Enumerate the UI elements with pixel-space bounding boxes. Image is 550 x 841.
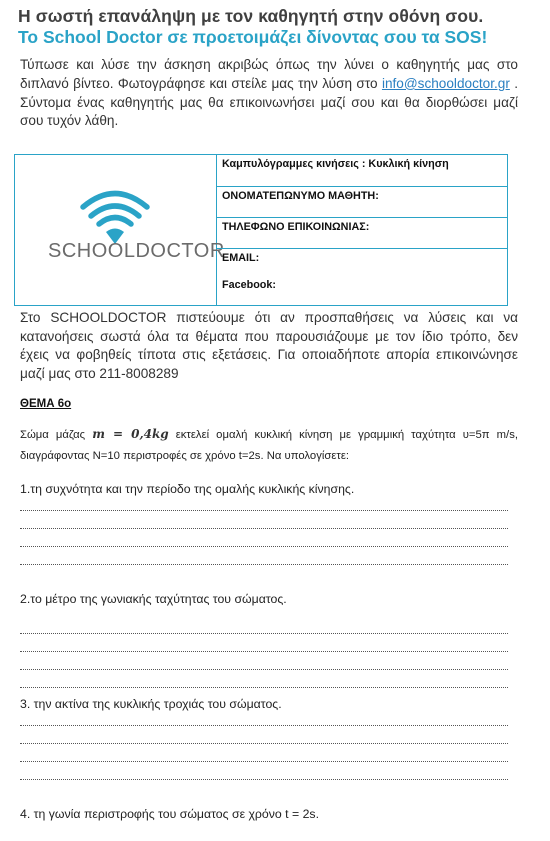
topic-field: Καμπυλόγραμμες κινήσεις : Κυκλική κίνηση bbox=[216, 155, 507, 187]
answer-line[interactable] bbox=[20, 510, 508, 511]
logo-doctor-text: DOCTOR bbox=[135, 240, 225, 262]
answer-line[interactable] bbox=[20, 564, 508, 565]
answer-line[interactable] bbox=[20, 651, 508, 652]
answer-line[interactable] bbox=[20, 669, 508, 670]
facebook-field[interactable]: Facebook: bbox=[222, 279, 276, 291]
answer-line[interactable] bbox=[20, 761, 508, 762]
problem-statement bbox=[20, 424, 518, 467]
question-4: 4. τη γωνία περιστροφής του σώματος σε χρόνο t = 2s. bbox=[20, 807, 319, 821]
answer-line[interactable] bbox=[20, 743, 508, 744]
student-info-table bbox=[14, 154, 508, 306]
answer-line[interactable] bbox=[20, 633, 508, 634]
answer-line[interactable] bbox=[20, 725, 508, 726]
problem-title: ΘΕΜΑ 6ο bbox=[20, 398, 72, 410]
question-2: 2.το μέτρο της γωνιακής ταχύτητας του σώματος. bbox=[20, 592, 287, 606]
email-field[interactable]: EMAIL: bbox=[222, 252, 260, 264]
answer-line[interactable] bbox=[20, 779, 508, 780]
intro-paragraph bbox=[20, 56, 518, 131]
email-link[interactable]: info@schooldoctor.gr bbox=[381, 75, 510, 91]
wifi-logo-icon bbox=[15, 155, 216, 305]
question-1: 1.τη συχνότητα και την περίοδο της ομαλής κυκλικής κίνησης. bbox=[20, 482, 355, 496]
problem-text-b: εκτελεί ομαλή κυκλική κίνηση με γραμμική ταχύτητα υ=5π m/s, διαγράφοντας Ν=10 περιστροφές σε χρόνο t=2s. Να υπολογίσετε: bbox=[20, 429, 518, 462]
info-fields bbox=[216, 155, 507, 305]
header-subtitle: Το School Doctor σε προετοιμάζει δίνοντας σου τα SOS! bbox=[18, 27, 488, 47]
logo-wordmark bbox=[48, 240, 225, 263]
answer-line[interactable] bbox=[20, 528, 508, 529]
intro-text-after: . Σύντομα ένας καθηγητής μας θα επικοινωνήσει μαζί σου και θα διορθώσει μαζί σου τυχόν λάθη. bbox=[20, 75, 518, 129]
student-name-field[interactable]: ΟΝΟΜΑΤΕΠΩΝΥΜΟ ΜΑΘΗΤΗ: bbox=[216, 187, 507, 218]
intro-text-before: Τύπωσε και λύσε την άσκηση ακριβώς όπως την λύνει ο καθηγητής μας στο διπλανό βίντεο. Φωτογράφησε και στείλε μας την λύση στο bbox=[20, 57, 518, 91]
answer-line[interactable] bbox=[20, 546, 508, 547]
mass-formula: m = 0,4kg bbox=[92, 427, 169, 441]
answer-line[interactable] bbox=[20, 687, 508, 688]
question-3: 3. την ακτίνα της κυκλικής τροχιάς του σώματος. bbox=[20, 697, 282, 711]
phone-field[interactable]: ΤΗΛΕΦΩΝΟ ΕΠΙΚΟΙΝΩΝΙΑΣ: bbox=[216, 218, 507, 249]
schooldoctor-paragraph: Στο SCHOOLDOCTOR πιστεύουμε ότι αν προσπαθήσεις να λύσεις και να κατανοήσεις σωστά όλα τα θέματα που παρουσιάζουμε με τον ίδιο τρόπο, δεν έχεις να φοβηθείς τίποτα στις εξετάσεις. Για οποιαδήποτε απορία επικοινώνησε μαζί μας στο 211-8008289 bbox=[20, 310, 518, 381]
problem-text-a: Σώμα μάζας bbox=[20, 429, 93, 441]
logo-cell bbox=[15, 155, 225, 305]
logo-school-text: SCHOOL bbox=[48, 240, 136, 262]
header-title: Η σωστή επανάληψη με τον καθηγητή στην οθόνη σου. bbox=[18, 6, 484, 26]
